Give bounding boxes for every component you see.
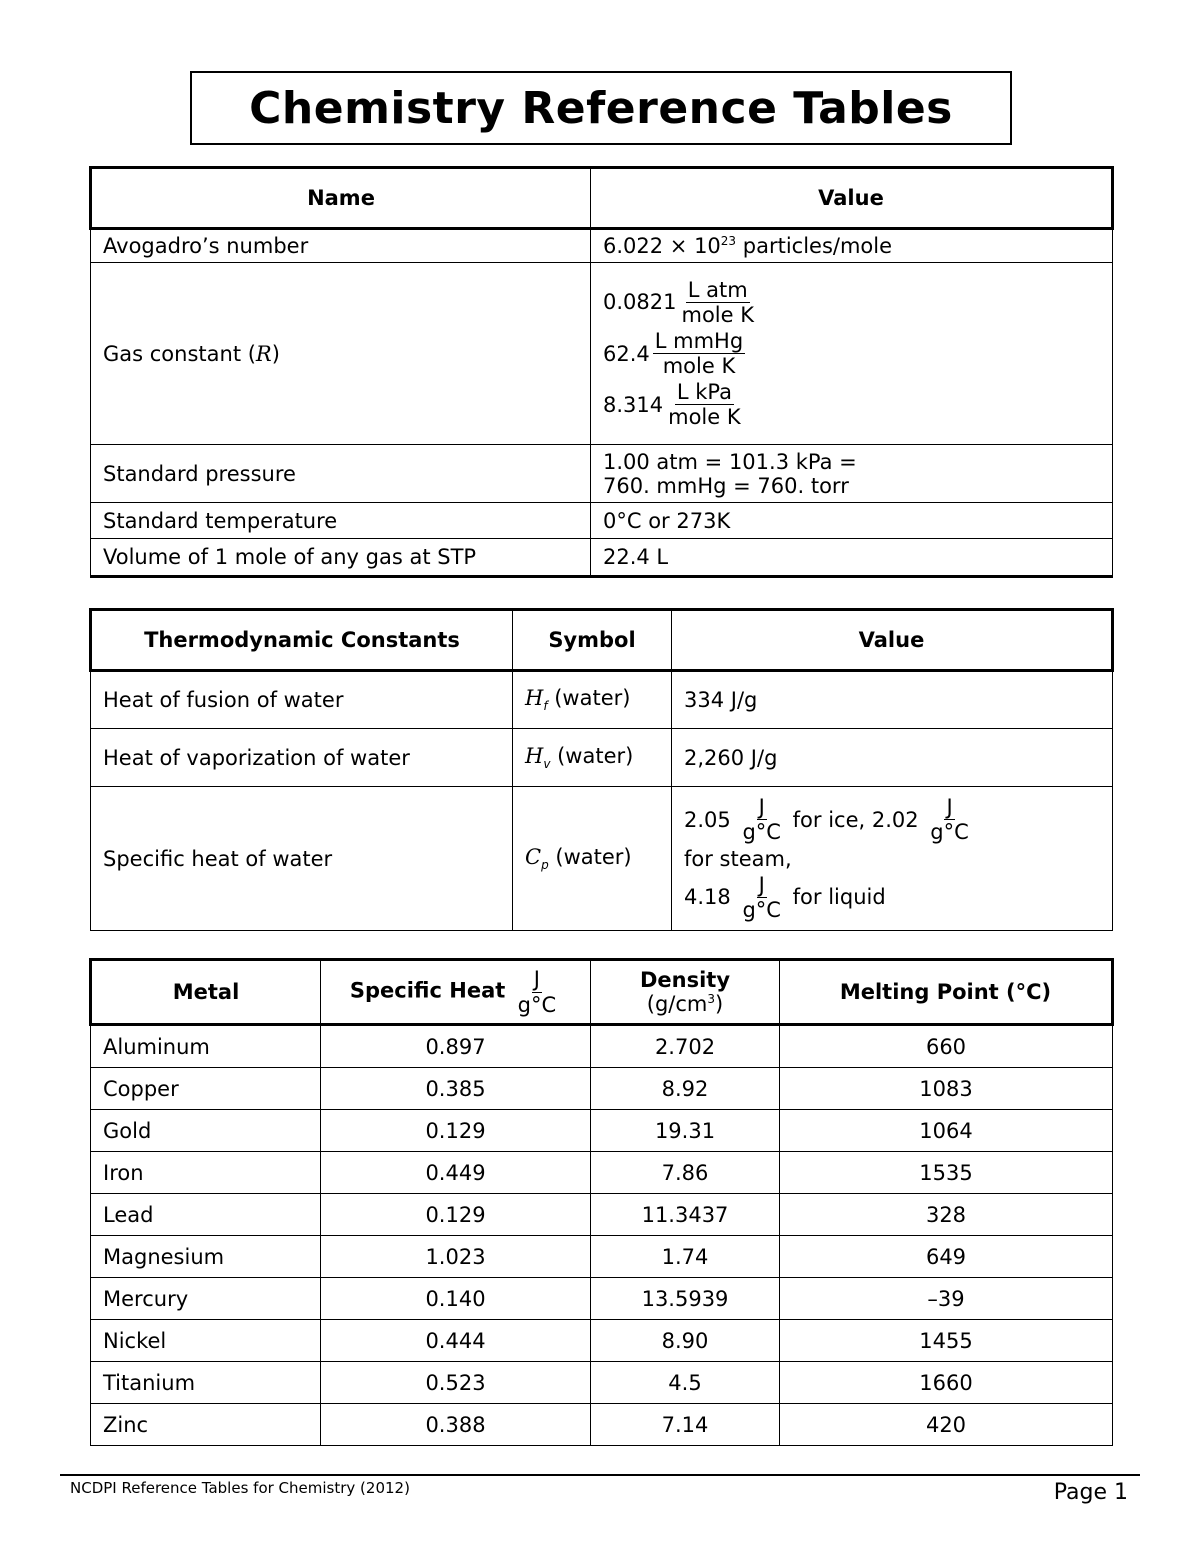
specific-heat-name: Specific heat of water xyxy=(91,787,513,931)
table-row xyxy=(91,1068,1113,1110)
gas-constant-name: Gas constant (R) xyxy=(91,263,591,445)
metal-density: 7.86 xyxy=(591,1152,780,1194)
table-row xyxy=(91,1278,1113,1320)
temperature-value: 0°C or 273K xyxy=(591,503,1113,539)
page-title: Chemistry Reference Tables xyxy=(249,82,953,134)
footer-divider xyxy=(60,1474,1140,1476)
fusion-symbol: $H_f$ (water) xyxy=(513,671,672,729)
specific-heat-symbol: $C_p$ (water) xyxy=(513,787,672,931)
gas-value-3: 8.314 $\frac{\text{L kPa}}{\text{mole K}}$ xyxy=(603,380,741,430)
metal-heat: 0.388 xyxy=(321,1404,591,1446)
metal-name: Titanium xyxy=(91,1362,321,1404)
metals-table xyxy=(89,958,1114,1446)
metal-heat: 0.385 xyxy=(321,1068,591,1110)
table-row xyxy=(91,1320,1113,1362)
specific-heat-value: 2.05 $\frac{J}{g^\circ C}$ for ice, 2.02 $\frac{J}{g^\circ C}$ for steam, 4.18 $\frac{J}{g^\circ C}$ for liquid xyxy=(672,787,1113,931)
header-melting-point: Melting Point (°C) xyxy=(780,960,1113,1025)
metal-melt: 1083 xyxy=(780,1068,1113,1110)
metal-density: 4.5 xyxy=(591,1362,780,1404)
metal-melt: 1455 xyxy=(780,1320,1113,1362)
metal-density: 13.5939 xyxy=(591,1278,780,1320)
constants-table xyxy=(89,166,1114,578)
avogadro-name: Avogadro’s number xyxy=(91,229,591,263)
metal-density: 8.90 xyxy=(591,1320,780,1362)
table-row xyxy=(91,503,1113,539)
metal-melt: 420 xyxy=(780,1404,1113,1446)
metal-density: 7.14 xyxy=(591,1404,780,1446)
header-density: Density $(g/cm^3)$ xyxy=(591,960,780,1025)
gas-value-1: 0.0821 $\frac{\text{L atm}}{\text{mole K}}$ xyxy=(603,277,754,327)
table-row xyxy=(91,263,1113,445)
metal-name: Mercury xyxy=(91,1278,321,1320)
metal-density: 11.3437 xyxy=(591,1194,780,1236)
pressure-name: Standard pressure xyxy=(91,445,591,503)
metal-name: Aluminum xyxy=(91,1025,321,1068)
table-row xyxy=(91,787,1113,931)
metal-density: 19.31 xyxy=(591,1110,780,1152)
metal-name: Zinc xyxy=(91,1404,321,1446)
temperature-name: Standard temperature xyxy=(91,503,591,539)
metal-melt: 1535 xyxy=(780,1152,1113,1194)
header-name: Name xyxy=(91,168,591,229)
metal-melt: 660 xyxy=(780,1025,1113,1068)
metal-heat: 0.444 xyxy=(321,1320,591,1362)
footer-source: NCDPI Reference Tables for Chemistry (2012) xyxy=(70,1479,410,1497)
metal-heat: 0.140 xyxy=(321,1278,591,1320)
metal-density: 1.74 xyxy=(591,1236,780,1278)
metal-melt: 649 xyxy=(780,1236,1113,1278)
metal-name: Lead xyxy=(91,1194,321,1236)
gas-constant-values xyxy=(591,263,1113,445)
metal-name: Magnesium xyxy=(91,1236,321,1278)
header-thermo: Thermodynamic Constants xyxy=(91,610,513,671)
metal-density: 8.92 xyxy=(591,1068,780,1110)
table-row xyxy=(91,1236,1113,1278)
page-number: Page 1 xyxy=(1053,1480,1128,1505)
metal-heat: 0.523 xyxy=(321,1362,591,1404)
metal-melt: 328 xyxy=(780,1194,1113,1236)
metal-melt: 1660 xyxy=(780,1362,1113,1404)
table-row xyxy=(91,729,1113,787)
table-row xyxy=(91,1194,1113,1236)
metal-heat: 0.129 xyxy=(321,1194,591,1236)
table-row xyxy=(91,1362,1113,1404)
avogadro-value: $6.022 \times 10^{23}$ particles/mole xyxy=(591,229,1113,263)
fusion-value: 334 J/g xyxy=(672,671,1113,729)
thermo-table xyxy=(89,608,1114,931)
vapor-value: 2,260 J/g xyxy=(672,729,1113,787)
vapor-symbol: $H_v$ (water) xyxy=(513,729,672,787)
metal-name: Copper xyxy=(91,1068,321,1110)
title-box xyxy=(190,71,1012,145)
metal-melt: –39 xyxy=(780,1278,1113,1320)
metal-heat: 0.449 xyxy=(321,1152,591,1194)
pressure-value: 1.00 atm = 101.3 kPa = 760. mmHg = 760. torr xyxy=(591,445,1113,503)
volume-name: Volume of 1 mole of any gas at STP xyxy=(91,539,591,577)
table-row xyxy=(91,1110,1113,1152)
metal-melt: 1064 xyxy=(780,1110,1113,1152)
metal-name: Gold xyxy=(91,1110,321,1152)
gas-value-2: 62.4 $\frac{\text{L mmHg}}{\text{mole K}}$ xyxy=(603,328,744,378)
table-row xyxy=(91,1025,1113,1068)
header-metal: Metal xyxy=(91,960,321,1025)
table-row xyxy=(91,539,1113,577)
table-row xyxy=(91,671,1113,729)
fusion-name: Heat of fusion of water xyxy=(91,671,513,729)
metal-density: 2.702 xyxy=(591,1025,780,1068)
metal-name: Nickel xyxy=(91,1320,321,1362)
header-specific-heat: Specific Heat $\frac{J}{g^\circ C}$ xyxy=(321,960,591,1025)
volume-value: 22.4 L xyxy=(591,539,1113,577)
metal-heat: 0.897 xyxy=(321,1025,591,1068)
table-row xyxy=(91,445,1113,503)
table-row xyxy=(91,229,1113,263)
vapor-name: Heat of vaporization of water xyxy=(91,729,513,787)
header-symbol: Symbol xyxy=(513,610,672,671)
metal-heat: 1.023 xyxy=(321,1236,591,1278)
table-row xyxy=(91,1152,1113,1194)
table-row xyxy=(91,1404,1113,1446)
header-thermo-value: Value xyxy=(672,610,1113,671)
header-value: Value xyxy=(591,168,1113,229)
metal-heat: 0.129 xyxy=(321,1110,591,1152)
metal-name: Iron xyxy=(91,1152,321,1194)
